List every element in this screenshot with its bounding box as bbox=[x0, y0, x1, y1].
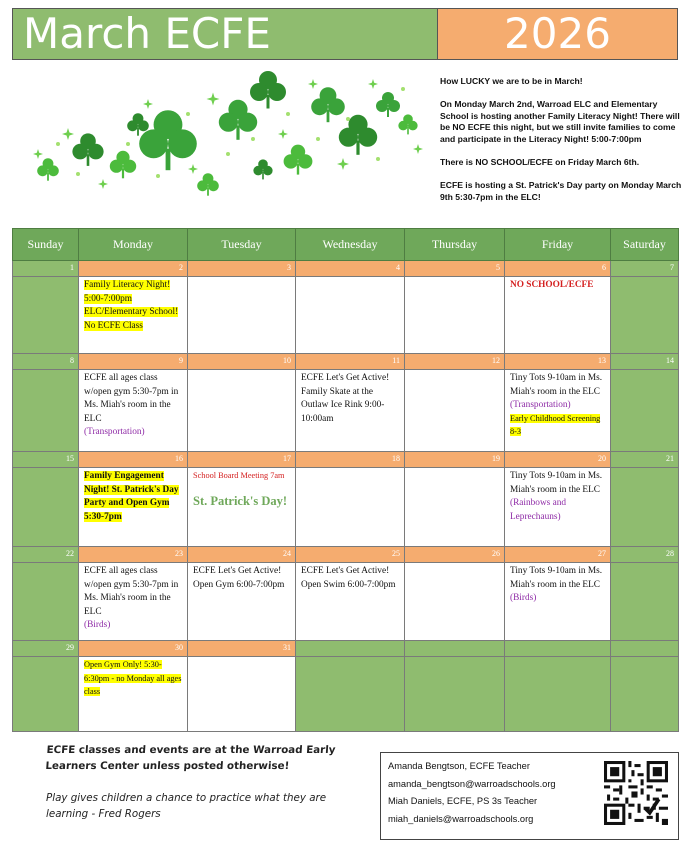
day-cell bbox=[188, 370, 296, 452]
day-cell bbox=[13, 563, 79, 641]
location-note: ECFE classes and events are at the Warroad Early Learners Center unless posted otherwise! bbox=[45, 744, 336, 772]
day-cell bbox=[188, 277, 296, 354]
event-tag: (Birds) bbox=[84, 620, 111, 631]
event-tag: (Birds) bbox=[510, 593, 537, 604]
event-row bbox=[13, 277, 679, 354]
intro-line: ECFE is hosting a St. Patrick's Day party on Monday March 9th 5:30-7pm in the ELC! bbox=[440, 180, 682, 202]
event-text: Tiny Tots 9-10am in Ms. Miah's room in the ELC bbox=[510, 566, 603, 590]
date-number: 3 bbox=[188, 261, 296, 277]
day-cell bbox=[505, 657, 611, 732]
event-row bbox=[13, 563, 679, 641]
footer-notes bbox=[46, 742, 346, 822]
date-number bbox=[296, 641, 405, 657]
day-cell bbox=[188, 657, 296, 732]
event-note: School Board Meeting 7am bbox=[193, 471, 285, 480]
day-cell bbox=[13, 657, 79, 732]
date-row bbox=[13, 547, 679, 563]
day-cell bbox=[79, 468, 188, 547]
date-number: 30 bbox=[79, 641, 188, 657]
weekday-saturday: Saturday bbox=[611, 229, 679, 261]
event-text: Tiny Tots 9-10am in Ms. Miah's room in the ELC bbox=[510, 471, 603, 495]
date-number: 22 bbox=[13, 547, 79, 563]
date-row bbox=[13, 452, 679, 468]
quote-text: Play gives children a chance to practice what they are learning - Fred Rogers bbox=[46, 792, 327, 820]
day-cell bbox=[405, 277, 505, 354]
event-text: ECFE all ages class w/open gym 5:30-7pm in Ms. Miah's room in the ELC bbox=[84, 566, 179, 617]
event-tag: (Transportation) bbox=[84, 427, 145, 438]
weekday-thursday: Thursday bbox=[405, 229, 505, 261]
intro-announcements bbox=[440, 76, 685, 215]
date-number bbox=[505, 641, 611, 657]
event-text: ECFE Let's Get Active! Family Skate at the Outlaw Ice Rink 9:00-10:00am bbox=[301, 373, 390, 424]
day-cell bbox=[405, 657, 505, 732]
date-number: 12 bbox=[405, 354, 505, 370]
calendar-grid bbox=[12, 228, 679, 732]
day-cell bbox=[505, 563, 611, 641]
day-cell bbox=[611, 657, 679, 732]
event-text: Family Literacy Night! 5:00-7:00pm ELC/Elementary School! No ECFE Class bbox=[84, 280, 179, 331]
event-tag: (Rainbows and Leprechauns) bbox=[510, 498, 567, 522]
day-cell bbox=[296, 657, 405, 732]
date-row bbox=[13, 261, 679, 277]
contact-email[interactable]: miah_daniels@warroadschools.org bbox=[388, 813, 534, 824]
shamrock-icon bbox=[37, 71, 417, 196]
qr-code-icon[interactable] bbox=[604, 759, 668, 827]
date-number: 31 bbox=[188, 641, 296, 657]
event-text: ECFE Let's Get Active! Open Gym 6:00-7:00pm bbox=[193, 566, 285, 590]
month-title: March ECFE bbox=[13, 9, 438, 59]
title-banner bbox=[12, 8, 678, 60]
date-number: 10 bbox=[188, 354, 296, 370]
date-number: 17 bbox=[188, 452, 296, 468]
event-row bbox=[13, 468, 679, 547]
contact-name: Amanda Bengtson, ECFE Teacher bbox=[388, 761, 530, 771]
day-cell bbox=[296, 563, 405, 641]
date-number: 6 bbox=[505, 261, 611, 277]
day-cell bbox=[505, 468, 611, 547]
intro-line: On Monday March 2nd, Warroad ELC and Elementary School is hosting another Family Literacy Night! There will be NO ECFE this night, but we still invite families to come and participate in the Literacy Night! 5:00-7:00pm bbox=[440, 99, 680, 144]
day-cell bbox=[611, 277, 679, 354]
day-cell bbox=[505, 277, 611, 354]
date-number: 24 bbox=[188, 547, 296, 563]
event-text: Open Gym Only! 5:30-6:30pm - no Monday all ages class bbox=[84, 660, 182, 697]
day-cell bbox=[13, 468, 79, 547]
date-number: 21 bbox=[611, 452, 679, 468]
day-cell bbox=[505, 370, 611, 452]
date-number: 19 bbox=[405, 452, 505, 468]
day-cell bbox=[611, 370, 679, 452]
date-row bbox=[13, 354, 679, 370]
date-number: 16 bbox=[79, 452, 188, 468]
weekday-header-row bbox=[13, 229, 679, 261]
event-note: Early Childhood Screening 8-3 bbox=[510, 413, 601, 437]
shamrock-decoration bbox=[28, 64, 428, 214]
day-cell bbox=[79, 370, 188, 452]
date-number: 20 bbox=[505, 452, 611, 468]
year-title: 2026 bbox=[438, 9, 677, 59]
day-cell bbox=[79, 277, 188, 354]
date-row bbox=[13, 641, 679, 657]
date-number: 25 bbox=[296, 547, 405, 563]
date-number: 27 bbox=[505, 547, 611, 563]
event-tag: (Transportation) bbox=[510, 400, 571, 411]
contact-box bbox=[380, 752, 679, 840]
date-number: 11 bbox=[296, 354, 405, 370]
day-cell bbox=[405, 370, 505, 452]
day-cell bbox=[79, 657, 188, 732]
day-cell bbox=[13, 370, 79, 452]
event-text: ECFE Let's Get Active! Open Swim 6:00-7:00pm bbox=[301, 566, 396, 590]
holiday-text: St. Patrick's Day! bbox=[193, 493, 288, 508]
intro-line: There is NO SCHOOL/ECFE on Friday March 6th. bbox=[440, 157, 640, 168]
date-number: 28 bbox=[611, 547, 679, 563]
event-text: NO SCHOOL/ECFE bbox=[510, 280, 594, 290]
date-number: 26 bbox=[405, 547, 505, 563]
day-cell bbox=[405, 468, 505, 547]
weekday-sunday: Sunday bbox=[13, 229, 79, 261]
day-cell bbox=[13, 277, 79, 354]
day-cell bbox=[296, 468, 405, 547]
day-cell bbox=[188, 468, 296, 547]
event-row bbox=[13, 657, 679, 732]
date-number bbox=[611, 641, 679, 657]
date-number: 4 bbox=[296, 261, 405, 277]
date-number: 15 bbox=[13, 452, 79, 468]
day-cell bbox=[188, 563, 296, 641]
weekday-monday: Monday bbox=[79, 229, 188, 261]
intro-line: How LUCKY we are to be in March! bbox=[440, 76, 583, 86]
day-cell bbox=[296, 370, 405, 452]
event-text: Family Engagement Night! St. Patrick's Day Party and Open Gym 5:30-7pm bbox=[84, 471, 179, 522]
weekday-friday: Friday bbox=[505, 229, 611, 261]
day-cell bbox=[296, 277, 405, 354]
date-number: 23 bbox=[79, 547, 188, 563]
weekday-tuesday: Tuesday bbox=[188, 229, 296, 261]
date-number: 7 bbox=[611, 261, 679, 277]
event-text: Tiny Tots 9-10am in Ms. Miah's room in the ELC bbox=[510, 373, 603, 397]
date-number: 8 bbox=[13, 354, 79, 370]
day-cell bbox=[611, 563, 679, 641]
contact-email[interactable]: amanda_bengtson@warroadschools.org bbox=[388, 778, 556, 789]
date-number: 9 bbox=[79, 354, 188, 370]
event-row bbox=[13, 370, 679, 452]
date-number: 14 bbox=[611, 354, 679, 370]
weekday-wednesday: Wednesday bbox=[296, 229, 405, 261]
day-cell bbox=[405, 563, 505, 641]
day-cell bbox=[79, 563, 188, 641]
contact-name: Miah Daniels, ECFE, PS 3s Teacher bbox=[388, 796, 538, 806]
date-number bbox=[405, 641, 505, 657]
date-number: 5 bbox=[405, 261, 505, 277]
event-text: ECFE all ages class w/open gym 5:30-7pm in Ms. Miah's room in the ELC bbox=[84, 373, 179, 424]
date-number: 18 bbox=[296, 452, 405, 468]
date-number: 29 bbox=[13, 641, 79, 657]
date-number: 1 bbox=[13, 261, 79, 277]
day-cell bbox=[611, 468, 679, 547]
date-number: 13 bbox=[505, 354, 611, 370]
date-number: 2 bbox=[79, 261, 188, 277]
